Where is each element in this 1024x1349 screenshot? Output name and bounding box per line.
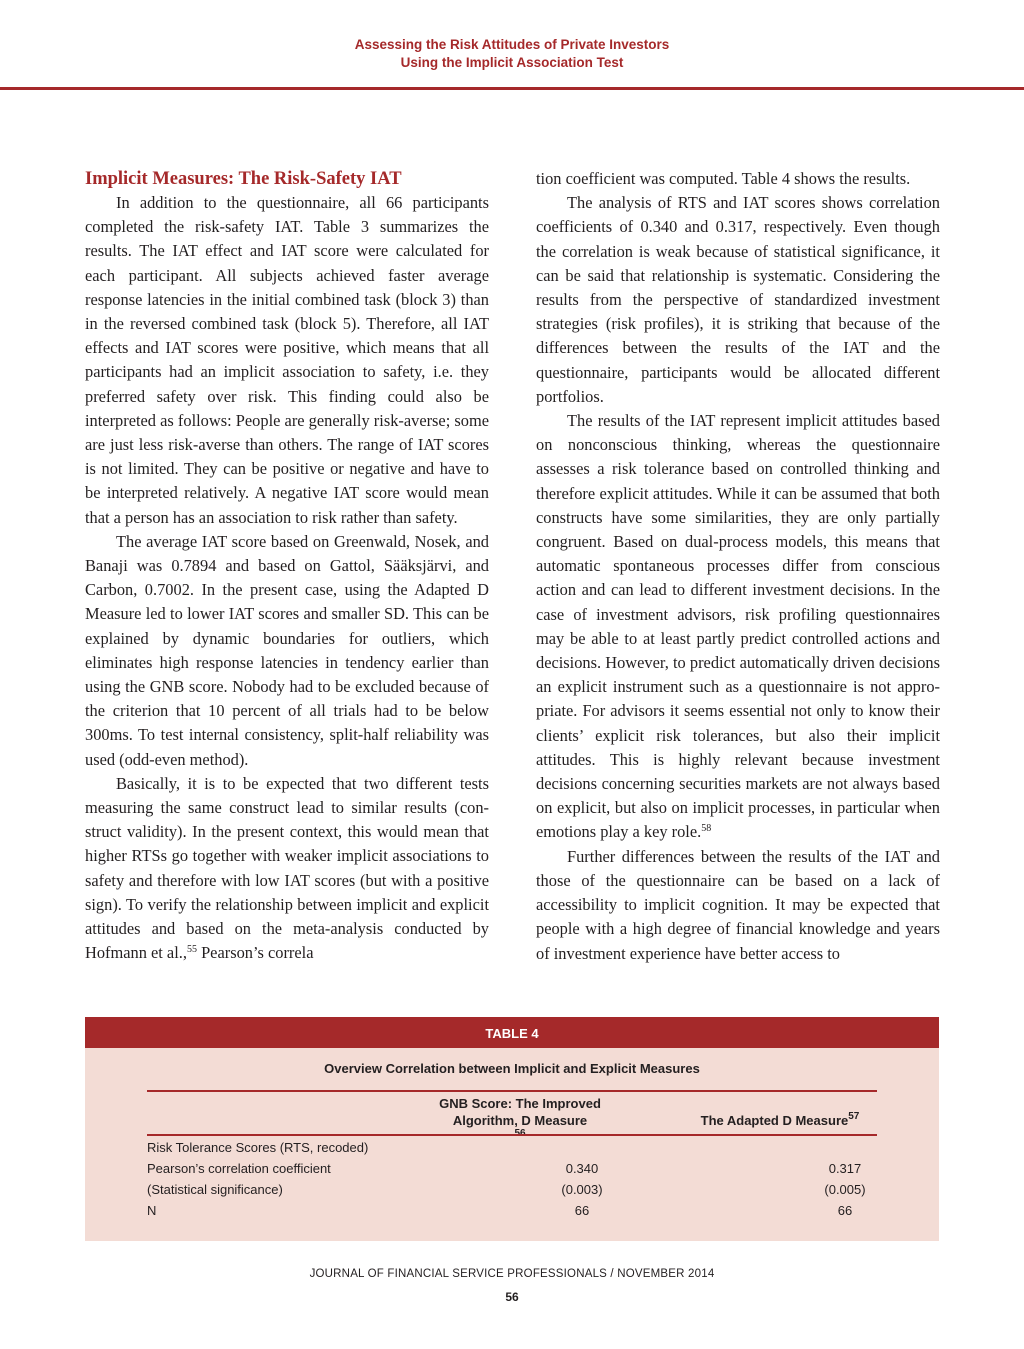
paragraph-text: The results of the IAT represent implicit attitudes based on nonconscious thinking, whereas the questionnaire assesses a risk tolerance based on controlled thinking and therefore explicit attitudes. While it can be assumed that both constructs have some similarities, they are only partially congruent. Based on dual-process models, this means that automatic spontaneous processes differ from conscious action and can lead to different investment decisions. In the case of investment advisors, risk profiling questionnaires may be able to at least partly predict controlled actions and decisions. However, to predict automatically driven decisions an explicit instrument such as a questionnaire is not appropriate. For advisors it seems essential not only to know their clients’ explicit risk tolerances, but also their implicit attitudes. This is highly relevant because investment decisions concerning securities markets are not always based on explicit, but also on implicit processes, in particular when emotions play a key role. [536, 411, 940, 842]
column-header-text: Algorithm, D Measure [452, 1113, 588, 1128]
cell-adapted-d: 66 [837, 1203, 853, 1218]
column-header-line: GNB Score: The Improved [439, 1096, 601, 1111]
cell-gnb: 66 [574, 1203, 590, 1218]
running-head-line-2: Using the Implicit Association Test [400, 55, 624, 70]
running-head-line-1: Assessing the Risk Attitudes of Private Investors [354, 37, 670, 52]
paragraph: tion coefficient was computed. Table 4 shows the results. [536, 169, 911, 188]
section-heading: Implicit Measures: The Risk-Safety IAT [85, 169, 402, 189]
footnote-ref: 58 [701, 823, 712, 835]
paragraph-text: Basically, it is to be expected that two different tests measuring the same construct lead to similar results (construct validity). In the present context, this would mean that higher RTSs go together with weaker implicit associations to safety and therefore with low IAT scores (but with a positive sign). To verify the relationship between implicit and explicit attitudes and based on the meta-analysis conducted by Hofmann et al., [85, 773, 489, 963]
row-label: Risk Tolerance Scores (RTS, recoded) [147, 1140, 369, 1155]
journal-footer: JOURNAL OF FINANCIAL SERVICE PROFESSIONALS / NOVEMBER 2014 [309, 1268, 715, 1280]
table-label: TABLE 4 [85, 1017, 939, 1048]
right-column [536, 167, 940, 966]
cell-adapted-d: (0.005) [824, 1182, 866, 1197]
table-4 [85, 1017, 939, 1241]
cell-gnb: 0.340 [565, 1161, 599, 1176]
table-row [147, 1201, 907, 1221]
header-rule [0, 87, 1024, 90]
row-label: (Statistical significance) [147, 1182, 283, 1197]
paragraph: The analysis of RTS and IAT scores shows correlation coefficients of 0.340 and 0.317, respectively. Even though the correlation is weak because of statistical significance, it can be said that relationship is systematic. Considering the results from the perspective of standardized investment strategies (risk profiles), it is striking that because of the differences between the results of the IAT and the questionnaire, participants would be allocated different portfolios. [536, 193, 940, 406]
row-label: N [147, 1203, 157, 1218]
column-header-text: The Adapted D Measure [700, 1113, 849, 1128]
running-head [0, 36, 1024, 72]
table-column-header-adapted-d [675, 1112, 885, 1129]
table-title: Overview Correlation between Implicit and Explicit Measures [324, 1061, 700, 1076]
table-row [147, 1138, 907, 1158]
table-rule-top [147, 1090, 877, 1092]
paragraph-text: Pearson’s correla [196, 943, 314, 963]
paragraph [85, 772, 489, 966]
cell-gnb: (0.003) [561, 1182, 603, 1197]
paragraph: Further differences between the results of the IAT and those of the questionnaire can be based on a lack of accessibility to implicit cognition. It may be expected that people with a high degree of financial knowledge and years of investment experience have better access to [536, 846, 940, 963]
table-row [147, 1159, 907, 1179]
cell-adapted-d: 0.317 [828, 1161, 862, 1176]
paragraph [536, 409, 940, 845]
left-column [85, 167, 489, 966]
row-label: Pearson’s correlation coefficient [147, 1161, 331, 1176]
table-row [147, 1180, 907, 1200]
footnote-ref: 57 [848, 1111, 860, 1122]
page-number: 56 [505, 1290, 519, 1304]
paragraph: In addition to the questionnaire, all 66 participants completed the risk-safety IAT. Table 3 summarizes the results. The IAT effect and IAT score were calculated for each participant. All subjects achieved faster average response latencies in the initial combined task (block 3) than in the reversed combined task (block 5). Therefore, all IAT effects and IAT scores were positive, which means that all participants had an implicit association to safety, i.e. they preferred safety over risk. This finding could also be interpreted as follows: People are generally risk-averse; some are just less risk-averse than others. The range of IAT scores is not limited. They can be positive or negative and have to be interpreted relatively. A negative IAT score would mean that a person has an association to risk rather than safety. [85, 193, 489, 527]
table-rule-bottom [147, 1134, 877, 1136]
paragraph: The average IAT score based on Greenwald, Nosek, and Banaji was 0.7894 and based on Gattol, Sääksjärvi, and Carbon, 0.7002. In the present case, using the Adapted D Measure led to lower IAT scores and smaller SD. This can be explained by dynamic boundaries for outliers, which eliminates high response latencies in tendency earlier than using the GNB score. Nobody had to be excluded because of the criterion that 10 percent of all trials had to be below 300ms. To test internal consistency, split-half reliability was used (odd-even method). [85, 531, 489, 769]
footnote-ref: 55 [186, 944, 197, 956]
